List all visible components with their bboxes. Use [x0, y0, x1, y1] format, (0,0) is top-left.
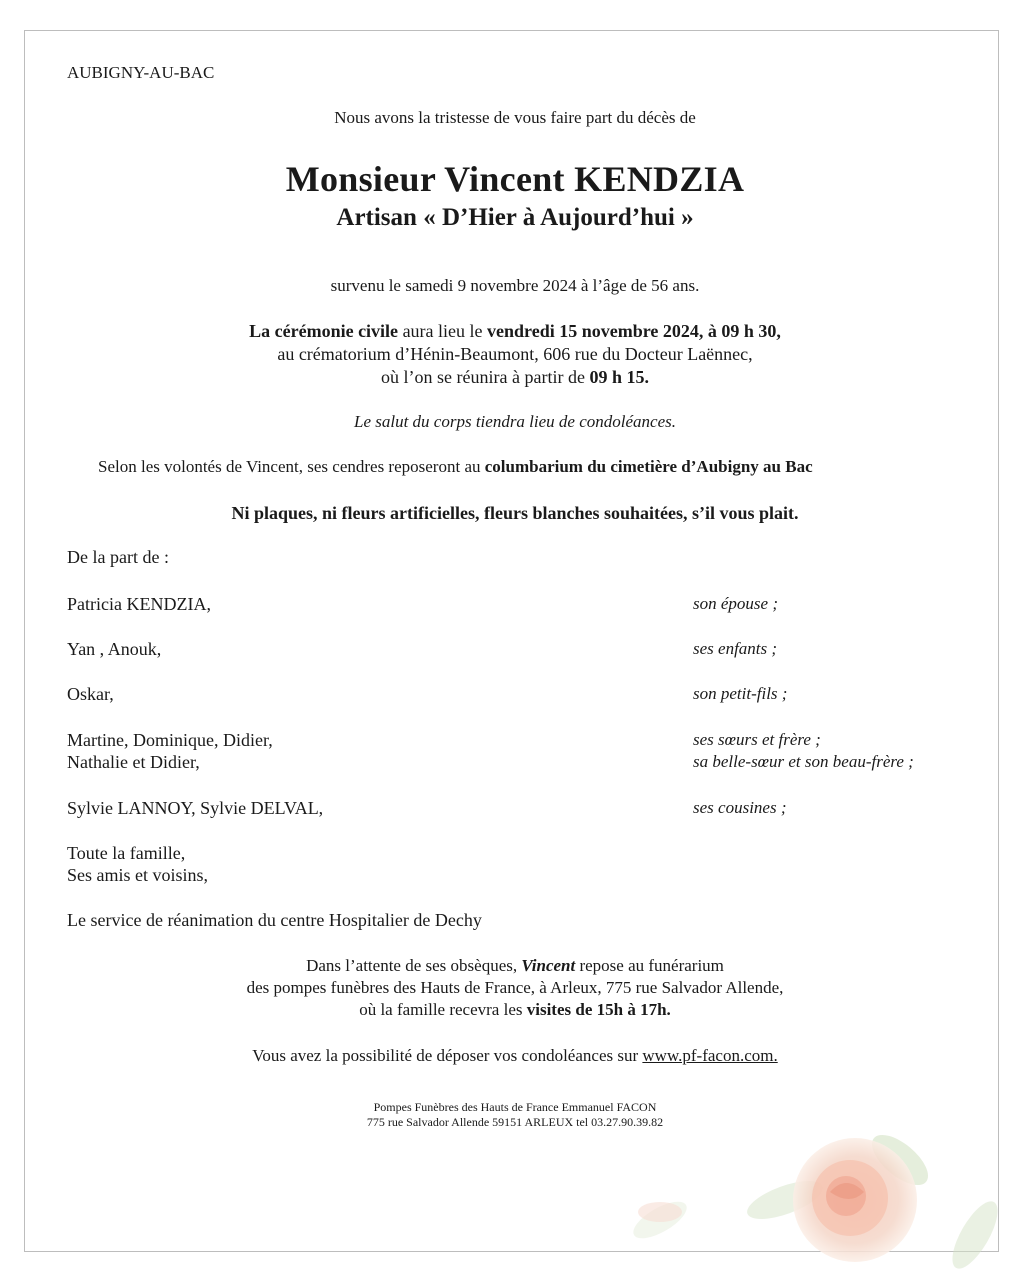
family-names-1: Patricia KENDZIA,	[67, 594, 211, 614]
ceremony-datetime: vendredi 15 novembre 2024, à 09 h 30,	[487, 321, 781, 341]
flowers-line	[0, 502, 1030, 524]
visits-text: où la famille recevra les	[359, 1000, 527, 1019]
ceremony-connector: aura lieu le	[398, 321, 488, 341]
footer-line-1: Pompes Funèbres des Hauts de France Emmanuel FACON	[373, 1100, 657, 1114]
rose-decoration	[580, 1100, 1020, 1275]
rest-text-b: repose au funérarium	[575, 956, 724, 975]
family-relation-5: sa belle-sœur et son beau-frère ;	[693, 752, 914, 771]
gathering-text: où l’on se réunira à partir de	[381, 367, 590, 387]
family-names-4: Martine, Dominique, Didier,	[67, 730, 273, 750]
footer-line-2: 775 rue Salvador Allende 59151 ARLEUX tel 03.27.90.39.82	[366, 1115, 664, 1129]
ashes-text: Selon les volontés de Vincent, ses cendres reposeront au	[98, 457, 485, 476]
hospital-line: Le service de réanimation du centre Hospitalier de Dechy	[67, 910, 482, 930]
family-relation-2: ses enfants ;	[693, 639, 778, 658]
ceremony-line-3	[0, 366, 1030, 388]
deceased-name: Monsieur Vincent KENDZIA	[285, 159, 745, 199]
rest-line-3	[0, 999, 1030, 1021]
ashes-line	[98, 456, 813, 478]
family-names-3: Oskar,	[67, 684, 114, 704]
condolences-note-text: Le salut du corps tiendra lieu de condoléances.	[353, 412, 676, 431]
family-relation-3: son petit-fils ;	[693, 684, 788, 703]
ashes-place: columbarium du cimetière d’Aubigny au Bac	[484, 457, 813, 476]
family-relation-6: ses cousines ;	[693, 798, 787, 817]
death-date: survenu le samedi 9 novembre 2024 à l’âge de 56 ans.	[330, 276, 700, 295]
deceased-title: Artisan « D’Hier à Aujourd’hui »	[336, 204, 694, 231]
others-line-2: Ses amis et voisins,	[67, 865, 209, 885]
online-text: Vous avez la possibilité de déposer vos condoléances sur	[252, 1046, 643, 1065]
family-relation-1: son épouse ;	[693, 594, 778, 613]
rest-line-2: des pompes funèbres des Hauts de France, à Arleux, 775 rue Salvador Allende,	[246, 978, 784, 997]
ceremony-label: La cérémonie civile	[249, 321, 399, 341]
gathering-time: 09 h 15.	[589, 367, 649, 387]
flowers-text: Ni plaques, ni fleurs artificielles, fleurs blanches souhaitées, s’il vous plait.	[231, 503, 799, 523]
rest-text-a: Dans l’attente de ses obsèques,	[306, 956, 522, 975]
ceremony-line-1	[0, 320, 1030, 342]
website-link[interactable]: www.pf-facon.com.	[642, 1046, 778, 1065]
visits-hours: visites de 15h à 17h.	[526, 1000, 671, 1019]
from-label: De la part de :	[67, 547, 169, 567]
town-name: AUBIGNY-AU-BAC	[67, 63, 215, 82]
family-names-5: Nathalie et Didier,	[67, 752, 200, 772]
family-names-2: Yan , Anouk,	[67, 639, 162, 659]
rest-name: Vincent	[521, 956, 576, 975]
intro-text: Nous avons la tristesse de vous faire part du décès de	[334, 108, 696, 127]
others-line-1: Toute la famille,	[67, 843, 186, 863]
condolences-note	[0, 411, 1030, 433]
family-names-6: Sylvie LANNOY, Sylvie DELVAL,	[67, 798, 324, 818]
family-relation-4: ses sœurs et frère ;	[693, 730, 821, 749]
rest-line-1	[0, 955, 1030, 977]
ceremony-line-2: au crématorium d’Hénin-Beaumont, 606 rue du Docteur Laënnec,	[277, 344, 753, 364]
leaf-icon	[944, 1195, 1006, 1275]
petal-icon	[638, 1202, 682, 1222]
online-line	[0, 1045, 1030, 1067]
